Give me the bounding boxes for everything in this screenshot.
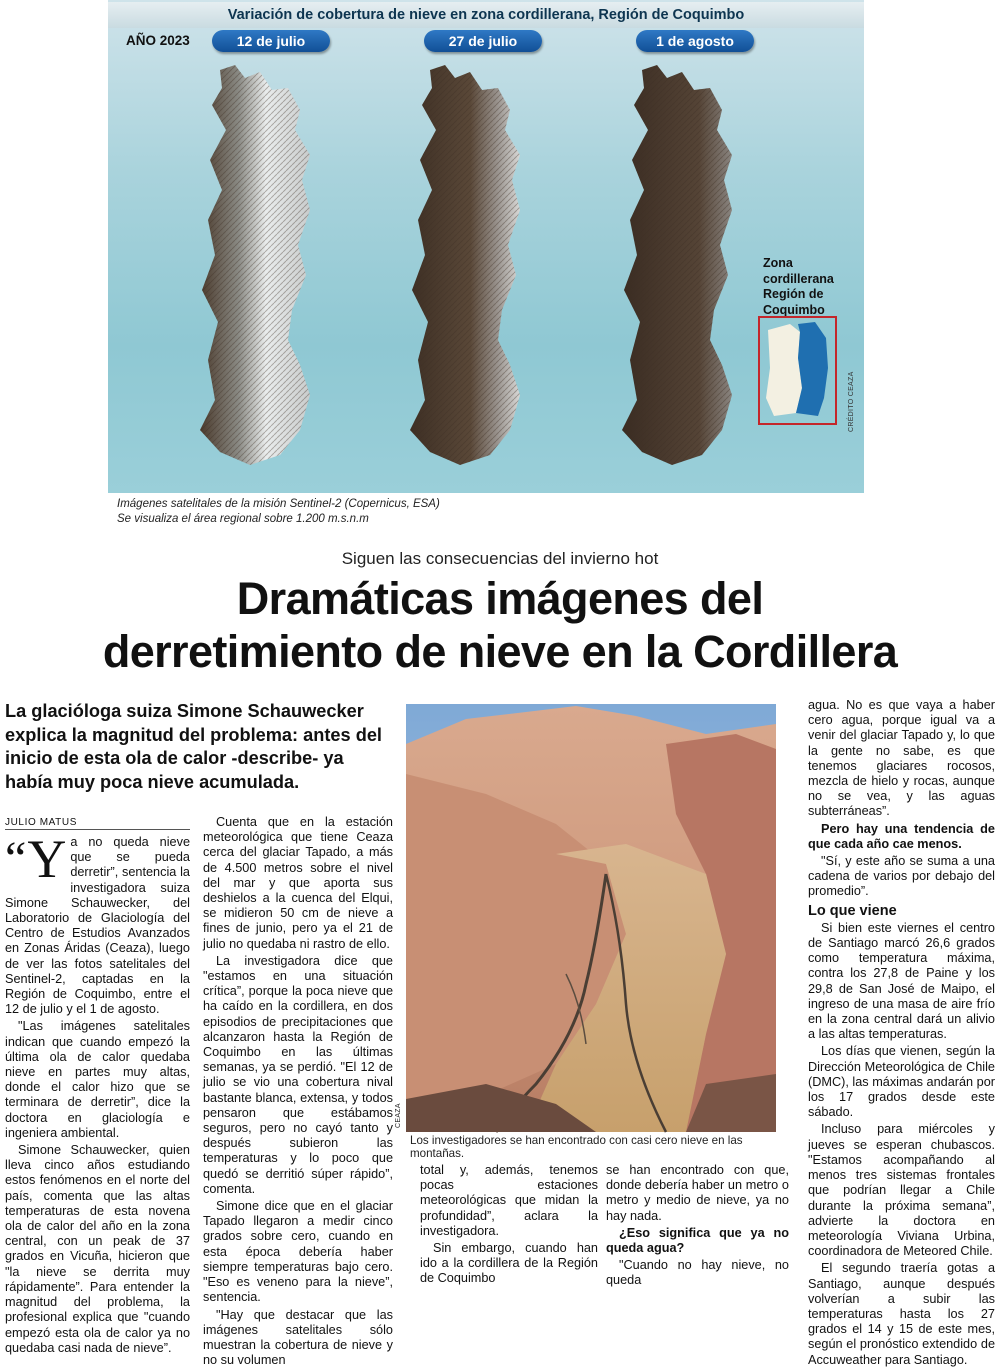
- paragraph: Cuenta que en la estación meteorológica que tiene Ceaza cerca del glaciar Tapado, a más de 4.500 metros sobre el nivel del mar y que aporta sus deshielos a la cuenca del Elqui, se midieron 50 cm de nieve a fines de junio, pero ya el 21 de julio no quedaba ni rastro de ello.: [203, 815, 393, 952]
- infographic-credit: CRÉDITO CEAZA: [848, 371, 855, 432]
- dropcap: “Y: [5, 837, 66, 881]
- paragraph: La investigadora dice que "estamos en una situación crítica”, porque la poca nieve que ha caído en la cordillera, en dos episodios de precipitaciones que alcanzaron hasta la Región de Coquimbo en las últimas semanas, ya se perdió. "El 12 de julio se vio una cobertura nival bastante blanca, extensa, y todos pensaron que estábamos seguros, pero no cayó tanto y después subieron las temperaturas y lo poco que quedó se derritió súper rápido”, comenta.: [203, 954, 393, 1197]
- date-label-3: 1 de agosto: [636, 30, 754, 52]
- year-label: AÑO 2023: [126, 33, 190, 48]
- headline-line: derretimiento de nieve en la Cordillera: [0, 625, 1000, 678]
- infographic-caption: [117, 497, 440, 527]
- paragraph: Los días que vienen, según la Dirección Meteorológica de Chile (DMC), las máximas andarán por los 17 grados desde este sábado.: [808, 1044, 995, 1120]
- column-2: [203, 815, 393, 1247]
- satellite-map-1-agosto: [582, 60, 782, 485]
- subheading: Lo que viene: [808, 904, 995, 919]
- paragraph: Sin embargo, cuando han ido a la cordillera de la Región de Coquimbo: [420, 1241, 598, 1287]
- inset-label-line: Coquimbo: [763, 303, 834, 319]
- paragraph: agua. No es que vaya a haber cero agua, porque igual va a venir del glaciar Tapado y, lo que la gente no sabe, es que tenemos glaciares rocosos, mezcla de hielo y rocas, aunque no se vea, y las aguas subterráneas”.: [808, 698, 995, 820]
- paragraph: "Cuando no hay nieve, no queda: [606, 1258, 789, 1288]
- paragraph: "Las imágenes satelitales indican que cuando empezó la última ola de calor quedaba nieve en partes muy altas, donde el calor hizo que se terminara de derretir”, dice la doctora en glaciología e ingeniera ambiental.: [5, 1019, 190, 1141]
- column-5: [808, 698, 995, 1249]
- inset-label: [763, 256, 834, 318]
- region-locator-map: [758, 316, 837, 425]
- inset-label-line: cordillerana: [763, 272, 834, 288]
- caption-line: Imágenes satelitales de la misión Sentinel-2 (Copernicus, ESA): [117, 497, 440, 512]
- date-label-1: 12 de julio: [212, 30, 330, 52]
- paragraph: Simone Schauwecker, quien lleva cinco años estudiando estos fenómenos en el norte del país, comenta que las altas temperaturas de esta novena ola de calor del año en la zona central, con un peak de 37 grados en Vicuña, hicieron que "la nieve se derrita muy rápidamente”. Para entender la magnitud del problema, la profesional explica que "cuando empezó esta ola de calor ya no quedaba casi nada de nieve”.: [5, 1143, 190, 1356]
- paragraph: total y, además, tenemos pocas estaciones meteorológicas que midan la profundidad”, aclara la investigadora.: [420, 1163, 598, 1239]
- paragraph: "Hay que destacar que las imágenes satelitales sólo muestran la cobertura de nieve y no su volumen: [203, 1308, 393, 1368]
- interview-question: Pero hay una tendencia de que cada año cae menos.: [808, 822, 995, 852]
- dropcap-letter: Y: [27, 829, 66, 889]
- satellite-map-12-julio: [160, 60, 360, 485]
- lede: La glacióloga suiza Simone Schauwecker explica la magnitud del problema: antes del inicio de esta ola de calor -describe- ya había muy poca nieve acumulada.: [5, 700, 390, 794]
- interview-question: ¿Eso significa que ya no queda agua?: [606, 1226, 789, 1256]
- paragraph: "Sí, y este año se suma a una cadena de varios por debajo del promedio”.: [808, 854, 995, 900]
- kicker: Siguen las consecuencias del invierno hot: [0, 549, 1000, 569]
- column-3: [420, 1163, 598, 1249]
- byline: JULIO MATUS: [5, 817, 190, 830]
- paragraph: Incluso para miércoles y jueves se esperan chubascos. "Estamos acompañando al menos tres sistemas frontales que podrían llegar a Chile durante la próxima semana”, advierte la doctora en meteorología Viviana Urbina, coordinadora de Meteored Chile.: [808, 1122, 995, 1259]
- photo-credit: CEAZA: [395, 1103, 402, 1128]
- paragraph: a no queda nieve que se pueda derretir”, sentencia la investigadora suiza Simone Schauwecker, del Laboratorio de Glaciología del Centro de Estudios Avanzados en Zonas Áridas (Ceaza), luego de ver las fotos satelitales del Sentinel-2, captadas en la Región de Coquimbo, entre el 12 de julio y el 1 de agosto.: [5, 835, 190, 1016]
- headline: [0, 572, 1000, 678]
- paragraph: se han encontrado con que, donde debería haber un metro o metro y medio de nieve, ya no hay nada.: [606, 1163, 789, 1224]
- photo-caption: Los investigadores se han encontrado con casi cero nieve en las montañas.: [410, 1134, 790, 1160]
- caption-line: Se visualiza el área regional sobre 1.200 m.s.n.m: [117, 512, 440, 527]
- column-1: [5, 835, 190, 1245]
- paragraph: Si bien este viernes el centro de Santiago marcó 26,6 grados como temperatura máxima, contra los 27,8 de Paine y los 29,8 de San José de Maipo, el ingreso de una masa de aire frío en la zona central dará un alivio a las altas temperaturas.: [808, 921, 995, 1043]
- infographic: [108, 0, 864, 493]
- inset-label-line: Zona: [763, 256, 834, 272]
- satellite-map-27-julio: [370, 60, 570, 485]
- headline-line: Dramáticas imágenes del: [0, 572, 1000, 625]
- paragraph: El segundo traería gotas a Santiago, aunque después volverían a subir las temperaturas hasta los 27 grados el 14 y 15 de este mes, según el pronóstico extendido de Accuweather para Santiago.: [808, 1261, 995, 1367]
- inset-label-line: Región de: [763, 287, 834, 303]
- paragraph: Simone dice que en el glaciar Tapado llegaron a medir cinco grados sobre cero, cuando en esta época debería haber siempre temperaturas bajo cero. "Eso es veneno para la nieve”, sentencia.: [203, 1199, 393, 1305]
- column-4: [606, 1163, 789, 1249]
- infographic-title: Variación de cobertura de nieve en zona cordillerana, Región de Coquimbo: [108, 2, 864, 28]
- date-label-2: 27 de julio: [424, 30, 542, 52]
- mountain-valley-photo: [406, 704, 776, 1132]
